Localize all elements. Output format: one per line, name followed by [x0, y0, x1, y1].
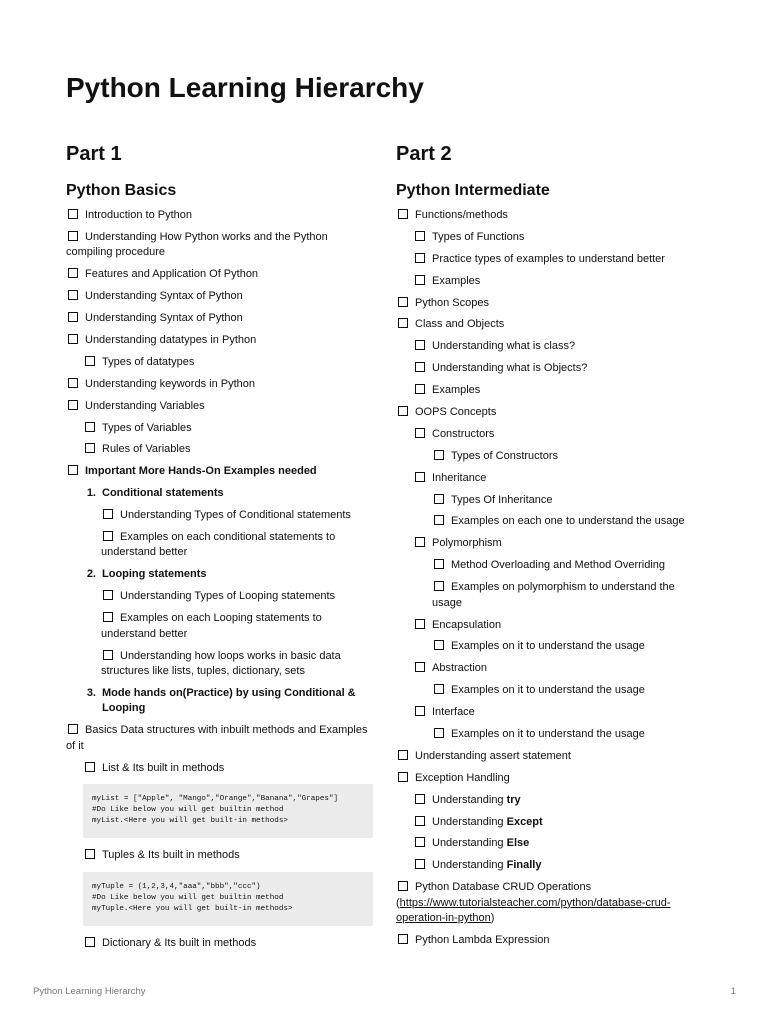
item-practice-types: Practice types of examples to understand better [396, 252, 696, 268]
item-tuple-methods: Tuples & Its built in methods [66, 848, 376, 864]
checkbox[interactable] [398, 297, 408, 307]
item-syntax: Understanding Syntax of Python [66, 289, 376, 305]
item-examples: Examples [396, 274, 696, 290]
checkbox[interactable] [398, 934, 408, 944]
item-important-hands-on: Important More Hands-On Examples needed [66, 464, 376, 480]
item-functions: Functions/methods [396, 208, 696, 224]
item-conditional-examples: Examples on each conditional statements to understand better [101, 530, 336, 559]
item-looping-types: Understanding Types of Looping statements [66, 589, 376, 605]
checkbox[interactable] [415, 537, 425, 547]
checkbox[interactable] [68, 400, 78, 410]
checkbox[interactable] [68, 231, 78, 241]
item-types-of-inheritance: Types Of Inheritance [396, 493, 696, 509]
item-overloading-overriding: Method Overloading and Method Overriding [396, 558, 696, 574]
checkbox[interactable] [415, 472, 425, 482]
item-looping-examples: Examples on each Looping statements to understand better [101, 612, 322, 640]
item-data-structures: Basics Data structures with inbuilt methods and Examples of it [66, 724, 368, 752]
python-basics-heading: Python Basics [66, 182, 177, 199]
checkbox[interactable] [68, 312, 78, 322]
page-number: 1 [730, 986, 736, 997]
footer-title: Python Learning Hierarchy [33, 986, 146, 997]
checkbox[interactable] [398, 406, 408, 416]
checkbox[interactable] [68, 268, 78, 278]
checkbox[interactable] [68, 378, 78, 388]
item-how-python-works: Understanding How Python works and the Python compiling procedure [66, 230, 328, 259]
item-encapsulation-examples: Examples on it to understand the usage [396, 639, 696, 655]
checkbox[interactable] [434, 515, 444, 525]
checkbox[interactable] [434, 494, 444, 504]
item-dictionary-methods: Dictionary & Its built in methods [66, 936, 376, 952]
item-types-of-datatypes: Types of datatypes [66, 355, 376, 371]
item-variables: Understanding Variables [66, 399, 376, 415]
python-intermediate-heading: Python Intermediate [396, 182, 550, 199]
checkbox[interactable] [85, 443, 95, 453]
item-abstraction-examples: Examples on it to understand the usage [396, 683, 696, 699]
numbered-item-conditional: 1. Conditional statements [86, 487, 224, 500]
item-understanding-except: Understanding Except [396, 815, 696, 831]
item-scopes: Python Scopes [396, 296, 696, 312]
checkbox[interactable] [415, 384, 425, 394]
numbered-item-mode-hands-on: 3. Mode hands on(Practice) by using Conditional & Looping [86, 686, 356, 715]
item-what-is-class: Understanding what is class? [396, 339, 696, 355]
checkbox[interactable] [85, 849, 95, 859]
checkbox[interactable] [415, 253, 425, 263]
item-loops-data-structures: Understanding how loops works in basic data structures like lists, tuples, dictionary, sets [101, 649, 341, 678]
item-polymorphism-examples: Examples on polymorphism to understand the usage [432, 581, 675, 609]
item-assert: Understanding assert statement [396, 749, 696, 765]
checkbox[interactable] [398, 881, 408, 891]
item-examples: Examples [396, 383, 696, 399]
crud-link[interactable]: https://www.tutorialsteacher.com/python/database-crud-operation-in-python [396, 896, 671, 925]
page-title: Python Learning Hierarchy [66, 72, 424, 103]
checkbox[interactable] [103, 509, 113, 519]
item-understanding-else: Understanding Else [396, 836, 696, 852]
item-list-methods: List & Its built in methods [66, 761, 376, 777]
item-types-of-functions: Types of Functions [396, 230, 696, 246]
item-rules-of-variables: Rules of Variables [66, 442, 376, 458]
item-database-crud: Python Database CRUD Operations (https://www.tutorialsteacher.com/python/database-crud-operation-in-python) [396, 881, 671, 925]
item-conditional-types: Understanding Types of Conditional statements [66, 508, 376, 524]
checkbox[interactable] [68, 209, 78, 219]
checkbox[interactable] [434, 728, 444, 738]
item-types-of-variables: Types of Variables [66, 421, 376, 437]
checkbox[interactable] [103, 531, 113, 541]
item-what-is-objects: Understanding what is Objects? [396, 361, 696, 377]
checkbox[interactable] [103, 590, 113, 600]
item-encapsulation: Encapsulation [396, 618, 696, 634]
checkbox[interactable] [103, 612, 113, 622]
numbered-item-looping: 2. Looping statements [86, 568, 207, 581]
checkbox[interactable] [103, 650, 113, 660]
checkbox[interactable] [68, 724, 78, 734]
code-block-tuple: myTuple = (1,2,3,4,"aaa","bbb","ccc") #Do Like below you will get builtin method myTuple.<Here you will get built-in methods> [83, 872, 373, 926]
item-inheritance: Inheritance [396, 471, 696, 487]
checkbox[interactable] [415, 837, 425, 847]
checkbox[interactable] [85, 422, 95, 432]
checkbox[interactable] [85, 356, 95, 366]
checkbox[interactable] [415, 794, 425, 804]
item-intro: Introduction to Python [66, 208, 376, 224]
checkbox[interactable] [398, 772, 408, 782]
checkbox[interactable] [415, 362, 425, 372]
checkbox[interactable] [68, 465, 78, 475]
part-1-column [66, 140, 376, 958]
item-syntax: Understanding Syntax of Python [66, 311, 376, 327]
item-exception-handling: Exception Handling [396, 771, 696, 787]
item-inheritance-examples: Examples on each one to understand the usage [396, 514, 696, 530]
checkbox[interactable] [415, 662, 425, 672]
item-datatypes: Understanding datatypes in Python [66, 333, 376, 349]
item-polymorphism: Polymorphism [396, 536, 696, 552]
checkbox[interactable] [68, 334, 78, 344]
checkbox[interactable] [434, 559, 444, 569]
checkbox[interactable] [415, 340, 425, 350]
checkbox[interactable] [434, 450, 444, 460]
item-lambda: Python Lambda Expression [396, 933, 696, 949]
item-interface-examples: Examples on it to understand the usage [396, 727, 696, 743]
checkbox[interactable] [415, 816, 425, 826]
checkbox[interactable] [85, 937, 95, 947]
item-oops: OOPS Concepts [396, 405, 696, 421]
checkbox[interactable] [68, 290, 78, 300]
item-features: Features and Application Of Python [66, 267, 376, 283]
checkbox[interactable] [415, 231, 425, 241]
item-understanding-finally: Understanding Finally [396, 858, 696, 874]
item-keywords: Understanding keywords in Python [66, 377, 376, 393]
item-abstraction: Abstraction [396, 661, 696, 677]
item-understanding-try: Understanding try [396, 793, 696, 809]
checkbox[interactable] [415, 706, 425, 716]
checkbox[interactable] [434, 581, 444, 591]
checkbox[interactable] [398, 318, 408, 328]
checkbox[interactable] [434, 640, 444, 650]
checkbox[interactable] [415, 428, 425, 438]
checkbox[interactable] [85, 762, 95, 772]
code-block-list: myList = ["Apple", "Mango","Orange","Banana","Grapes"] #Do Like below you will get builtin method myList.<Here you will get built-in methods> [83, 784, 373, 838]
checkbox[interactable] [415, 275, 425, 285]
item-interface: Interface [396, 705, 696, 721]
item-constructors: Constructors [396, 427, 696, 443]
item-types-of-constructors: Types of Constructors [396, 449, 696, 465]
checkbox[interactable] [415, 859, 425, 869]
checkbox[interactable] [398, 209, 408, 219]
part-2-column [396, 140, 696, 955]
part-1-heading: Part 1 [66, 143, 122, 165]
item-class-objects: Class and Objects [396, 317, 696, 333]
checkbox[interactable] [398, 750, 408, 760]
checkbox[interactable] [434, 684, 444, 694]
part-2-heading: Part 2 [396, 143, 452, 165]
checkbox[interactable] [415, 619, 425, 629]
